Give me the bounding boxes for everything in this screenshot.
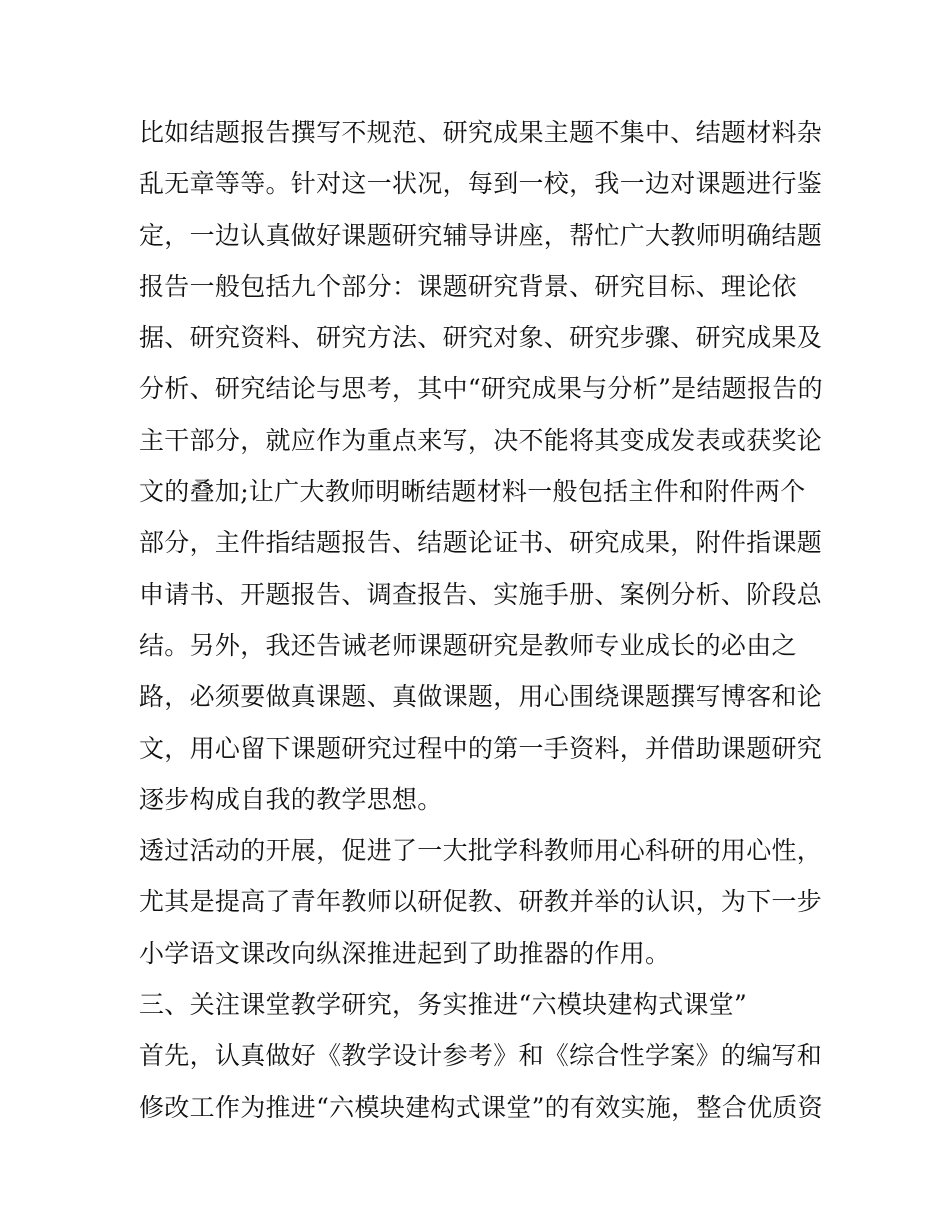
section-heading: 三、关注课堂教学研究，务实推进“六模块建构式课堂” — [139, 990, 748, 1020]
text-line: 路，必须要做真课题、真做课题，用心围绕课题撰写博客和论 — [139, 682, 823, 712]
text-line: 尤其是提高了青年教师以研促教、研教并举的认识，为下一步 — [139, 887, 823, 917]
text-line: 据、研究资料、研究方法、研究对象、研究步骤、研究成果及 — [139, 323, 823, 353]
text-line: 定，一边认真做好课题研究辅导讲座，帮忙广大教师明确结题 — [139, 220, 823, 250]
text-line: 主干部分，就应作为重点来写，决不能将其变成发表或获奖论 — [139, 425, 823, 455]
text-line: 结。另外，我还告诫老师课题研究是教师专业成长的必由之 — [139, 630, 797, 660]
text-line: 报告一般包括九个部分：课题研究背景、研究目标、理论依 — [139, 271, 797, 301]
text-line: 分析、研究结论与思考，其中“研究成果与分析”是结题报告的 — [139, 374, 823, 404]
paragraph-start-line: 首先，认真做好《教学设计参考》和《综合性学案》的编写和 — [139, 1041, 823, 1071]
paragraph-start-line: 透过活动的开展，促进了一大批学科教师用心科研的用心性， — [139, 836, 823, 866]
text-line: 比如结题报告撰写不规范、研究成果主题不集中、结题材料杂 — [139, 118, 823, 147]
text-line: 逐步构成自我的教学思想。 — [139, 784, 443, 814]
text-line: 部分，主件指结题报告、结题论证书、研究成果，附件指课题 — [139, 528, 823, 558]
text-line: 文，用心留下课题研究过程中的第一手资料，并借助课题研究 — [139, 733, 823, 763]
text-line: 乱无章等等。针对这一状况，每到一校，我一边对课题进行鉴 — [139, 169, 823, 199]
text-line: 小学语文课改向纵深推进起到了助推器的作用。 — [139, 938, 671, 968]
text-line: 申请书、开题报告、调查报告、实施手册、案例分析、阶段总 — [139, 579, 823, 609]
text-line: 文的叠加;让广大教师明晰结题材料一般包括主件和附件两个 — [139, 477, 806, 507]
text-line: 修改工作为推进“六模块建构式课堂”的有效实施，整合优质资 — [139, 1092, 823, 1122]
document-body — [139, 107, 823, 1133]
